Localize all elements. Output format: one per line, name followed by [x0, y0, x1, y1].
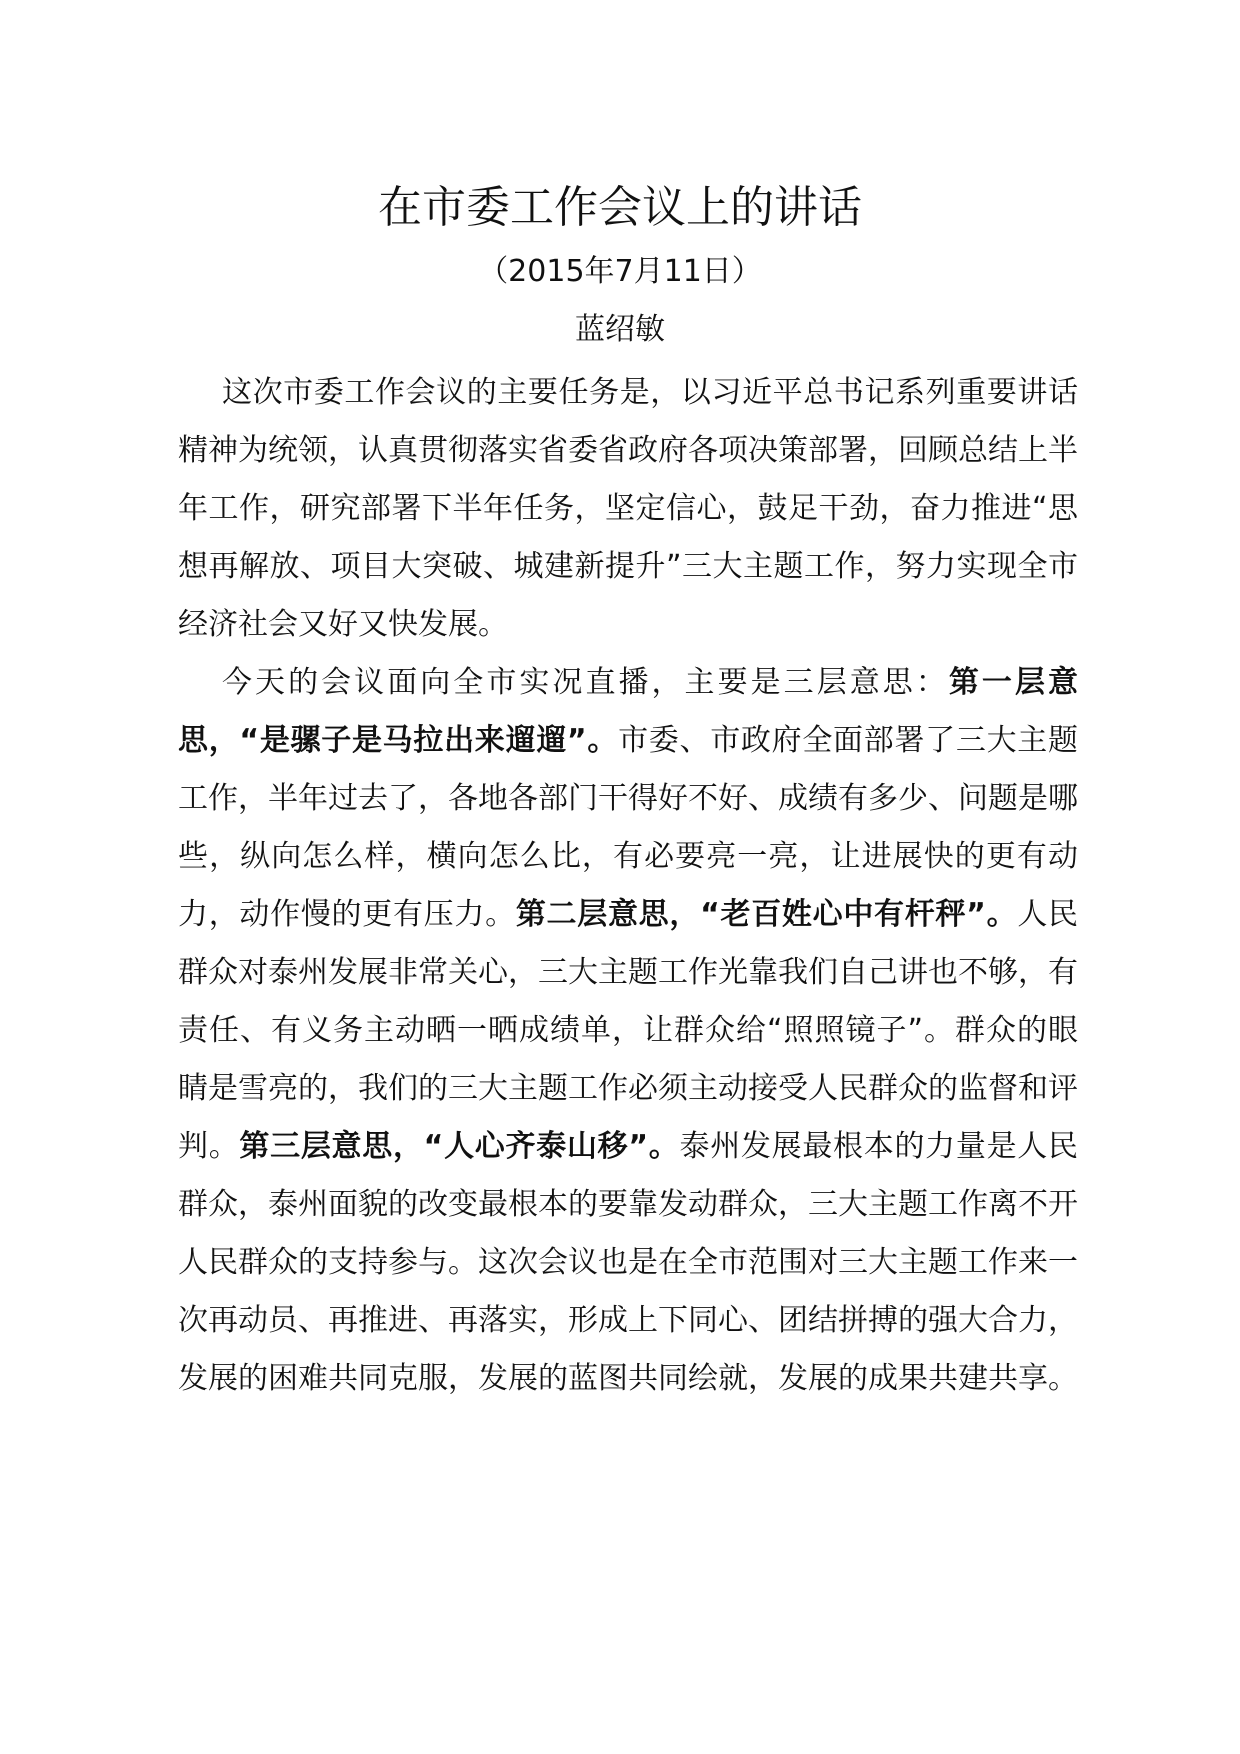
point-1-heading: 第一层意思，“是骡子是马拉出来遛遛”。: [178, 665, 1079, 758]
paragraph-1: [178, 364, 1078, 654]
point-3-heading: 第三层意思，“人心齐泰山移”。: [239, 1129, 680, 1164]
point-1-text: 市委、市政府全面部署了三大主题工作，半年过去了，各地各部门干得好不好、成绩有多少、问题是哪些，纵向怎么样，横向怎么比，有必要亮一亮，让进展快的更有动力，动作慢的更有压力。: [178, 723, 1079, 932]
point-2-text: 人民群众对泰州发展非常关心，三大主题工作光靠我们自己讲也不够，有责任、有义务主动晒一晒成绩单，让群众给“照照镜子”。群众的眼睛是雪亮的，我们的三大主题工作必须主动接受人民群众的监督和评判。: [178, 897, 1079, 1164]
document-date: （2015年7月11日）: [478, 254, 762, 289]
document-author: 蓝绍敏: [575, 312, 665, 347]
paragraph-2: [178, 654, 1078, 1408]
document-title: 在市委工作会议上的讲话: [378, 182, 862, 233]
point-2-heading: 第二层意思，“老百姓心中有杆秤”。: [515, 897, 1018, 932]
paragraph-2-intro: 今天的会议面向全市实况直播，主要是三层意思：: [222, 665, 949, 700]
document-body: [178, 364, 1078, 1408]
paragraph-1-text: 这次市委工作会议的主要任务是，以习近平总书记系列重要讲话精神为统领，认真贯彻落实省委省政府各项决策部署，回顾总结上半年工作，研究部署下半年任务，坚定信心，鼓足干劲，奋力推进“思想再解放、项目大突破、城建新提升”三大主题工作，努力实现全市经济社会又好又快发展。: [178, 375, 1078, 642]
point-3-text: 泰州发展最根本的力量是人民群众，泰州面貌的改变最根本的要靠发动群众，三大主题工作离不开人民群众的支持参与。这次会议也是在全市范围对三大主题工作来一次再动员、再推进、再落实，形成上下同心、团结拼搏的强大合力，发展的困难共同克服，发展的蓝图共同绘就，发展的成果共建共享。: [178, 1129, 1079, 1396]
